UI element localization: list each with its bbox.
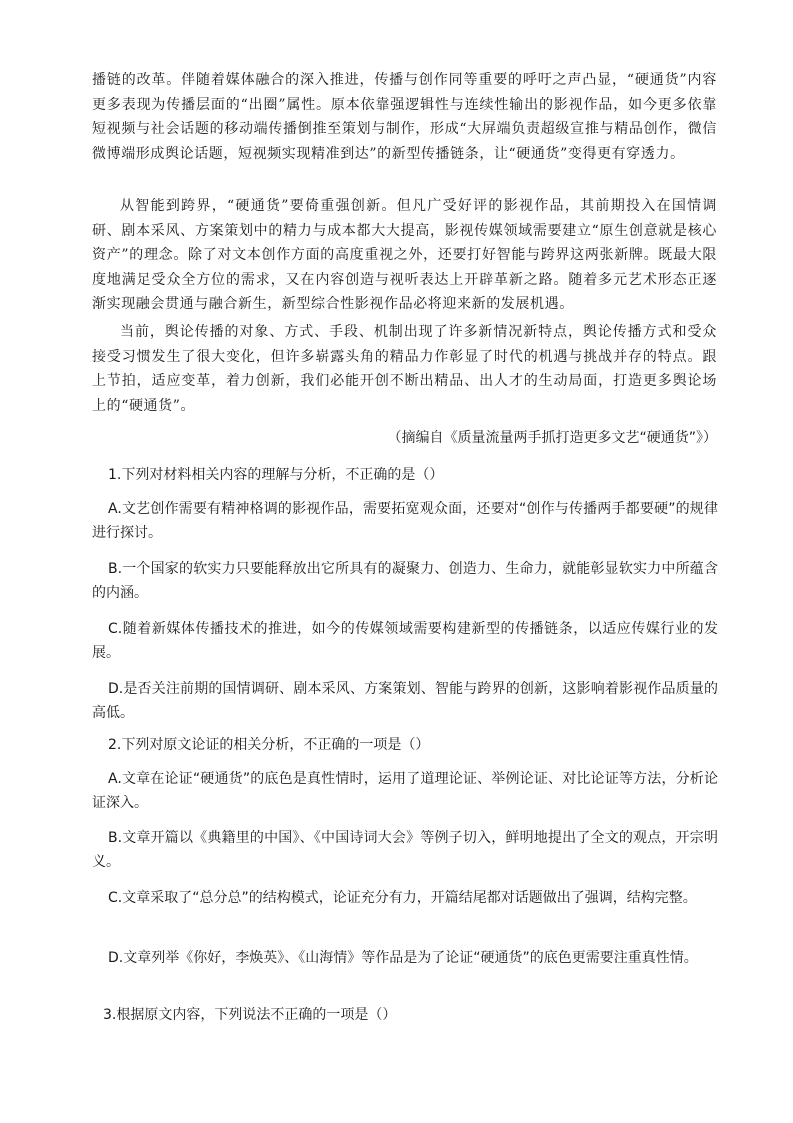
question-2-option-a: A.文章在论证“硬通货”的底色是真性情时，运用了道理论证、举例论证、对比论证等方法，分析论证深入。 (92, 771, 718, 811)
question-1-option-c: C.随着新媒体传播技术的推进，如今的传媒领域需要构建新型的传播链条，以适应传媒行业的发展。 (92, 621, 718, 661)
source-citation: （摘编自《质量流量两手抓打造更多文艺“硬通货”》） (387, 430, 717, 446)
passage-paragraph-1: 播链的改革。伴随着媒体融合的深入推进，传播与创作同等重要的呼吁之声凸显，“硬通货”内容更多表现为传播层面的“出圈”属性。原本依靠强逻辑性与连续性输出的影视作品，如今更多依靠短视频与社会话题的移动端传播倒推至策划与制作，形成“大屏端负责超级宣推与精品创作，微信微博端形成舆论话题，短视频实现精准到达”的新型传播链条，让“硬通货”变得更有穿透力。 (92, 72, 717, 162)
passage-paragraph-3: 当前，舆论传播的对象、方式、手段、机制出现了许多新情况新特点，舆论传播方式和受众接受习惯发生了很大变化，但许多崭露头角的精品力作彰显了时代的机遇与挑战并存的特点。跟上节拍，适应变革，着力创新，我们必能开创不断出精品、出人才的生动局面，打造更多舆论场上的“硬通货”。 (92, 324, 717, 414)
question-2-option-b: B.文章开篇以《典籍里的中国》、《中国诗词大会》等例子切入，鲜明地提出了全文的观点，开宗明义。 (92, 830, 718, 870)
question-1-option-a: A.文艺创作需要有精神格调的影视作品，需要拓宽观众面，还要对“创作与传播两手都要硬”的规律进行探讨。 (92, 501, 718, 541)
question-1-option-d: D.是否关注前期的国情调研、剧本采风、方案策划、智能与跨界的创新，这影响着影视作品质量的高低。 (92, 681, 718, 721)
question-1-stem: 1.下列对材料相关内容的理解与分析，不正确的是（） (108, 467, 444, 483)
question-2-option-d: D.文章列举《你好，李焕英》、《山海情》等作品是为了论证“硬通货”的底色更需要注重真性情。 (108, 950, 698, 966)
passage-paragraph-2: 从智能到跨界，“硬通货”要倚重强创新。但凡广受好评的影视作品，其前期投入在国情调研、剧本采风、方案策划中的精力与成本都大大提高，影视传媒领域需要建立“原生创意就是核心资产”的理念。除了对文本创作方面的高度重视之外，还要打好智能与跨界这两张新牌。既最大限度地满足受众全方位的需求，又在内容创造与视听表达上开辟革新之路。随着多元艺术形态正逐渐实现融会贯通与融合新生，新型综合性影视作品必将迎来新的发展机遇。 (92, 198, 717, 312)
question-2-option-c: C.文章采取了“总分总”的结构模式，论证充分有力，开篇结尾都对话题做出了强调，结构完整。 (108, 890, 697, 906)
question-1-option-b: B.一个国家的软实力只要能释放出它所具有的凝聚力、创造力、生命力，就能彰显软实力中所蕴含的内涵。 (92, 561, 718, 601)
question-3-stem: 3.根据原文内容，下列说法不正确的一项是（） (103, 1007, 397, 1023)
question-2-stem: 2.下列对原文论证的相关分析，不正确的一项是（） (108, 737, 430, 753)
